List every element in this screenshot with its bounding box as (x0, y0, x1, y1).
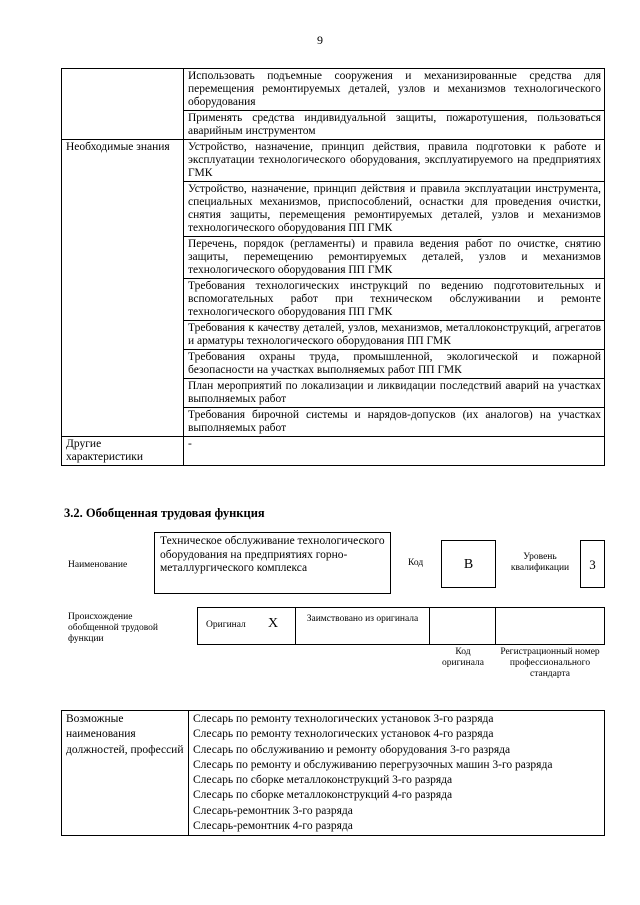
row-text: Требования к качеству деталей, узлов, механизмов, металлоконструкций, агрегатов и арматуры технологического оборудования ПП ГМК (184, 321, 605, 350)
section-title: 3.2. Обобщенная трудовая функция (64, 506, 265, 520)
positions-list (189, 711, 605, 836)
borrowed-cell (295, 607, 430, 645)
position-item: Слесарь по ремонту и обслуживанию перегрузочных машин 3-го разряда (193, 758, 553, 771)
row-text: Перечень, порядок (регламенты) и правила ведения работ по очистке, снятию защиты, перемещению ремонтируемых деталей, узлов и механизмов технологического оборудования ПП ГМК (184, 237, 605, 279)
name-label: Наименование (68, 560, 128, 570)
position-item: Слесарь по ремонту технологических установок 4-го разряда (193, 728, 494, 741)
origin-label: Происхождение обобщенной трудовой функции (68, 612, 158, 644)
row-label (62, 69, 184, 140)
position-item: Слесарь-ремонтник 3-го разряда (193, 804, 353, 817)
reg-number-caption: Регистрационный номер профессионального стандарта (500, 647, 600, 679)
code-value: B (441, 540, 496, 588)
reg-number-cell (495, 607, 605, 645)
borrowed-label: Заимствовано из оригинала (306, 614, 419, 624)
row-text: Требования технологических инструкций по ведению подготовительных и вспомогательных работ при техническом обслуживании и ремонте технологического оборудования ПП ГМК (184, 279, 605, 321)
position-item: Слесарь по обслуживанию и ремонту оборудования 3-го разряда (193, 743, 511, 756)
table-row (62, 437, 605, 466)
level-value: 3 (580, 540, 605, 588)
row-text: Требования охраны труда, промышленной, экологической и пожарной безопасности на участках выполняемых работ ПП ГМК (184, 350, 605, 379)
original-code-cell (429, 607, 496, 645)
page-number: 9 (317, 33, 323, 47)
positions-label: Возможные наименования должностей, профессий (62, 711, 189, 836)
row-text: Применять средства индивидуальной защиты, пожаротушения, пользоваться аварийным инструментом (184, 111, 605, 140)
original-label: Оригинал (206, 620, 246, 630)
row-text: Устройство, назначение, принцип действия и правила эксплуатации инструмента, специальных механизмов, приспособлений, оснастки для проведения очистки, снятия защиты, перемещения ремонтируемых деталей, узлов и механизмов технологического оборудования ПП ГМК (184, 182, 605, 237)
row-label: Необходимые знания (62, 140, 184, 437)
row-text: Использовать подъемные сооружения и механизированные средства для перемещения ремонтируемых деталей, узлов и механизмов технологического оборудования (184, 69, 605, 111)
name-value: Техническое обслуживание технологического оборудования на предприятиях горно-металлургического комплекса (154, 532, 391, 594)
requirements-table (61, 68, 605, 466)
original-cell (197, 607, 296, 645)
row-text: Требования бирочной системы и нарядов-допусков (их аналогов) на участках выполняемых работ (184, 408, 605, 437)
table-row (62, 140, 605, 182)
table-row (62, 69, 605, 111)
position-item: Слесарь по сборке металлоконструкций 3-го разряда (193, 774, 453, 787)
row-text: План мероприятий по локализации и ликвидации последствий аварий на участках выполняемых работ (184, 379, 605, 408)
positions-table (61, 710, 605, 836)
code-label: Код (408, 558, 424, 568)
row-text: Устройство, назначение, принцип действия, правила подготовки к работе и эксплуатации технологического оборудования, эксплуатируемого на предприятиях ГМК (184, 140, 605, 182)
position-item: Слесарь по ремонту технологических установок 3-го разряда (193, 713, 494, 725)
level-label: Уровень квалификации (510, 552, 570, 573)
row-text: - (184, 437, 605, 466)
position-item: Слесарь-ремонтник 4-го разряда (193, 820, 353, 833)
row-label: Другие характеристики (62, 437, 184, 466)
position-item: Слесарь по сборке металлоконструкций 4-го разряда (193, 789, 453, 802)
original-code-caption: Код оригинала (442, 647, 484, 668)
original-mark: X (268, 616, 279, 631)
